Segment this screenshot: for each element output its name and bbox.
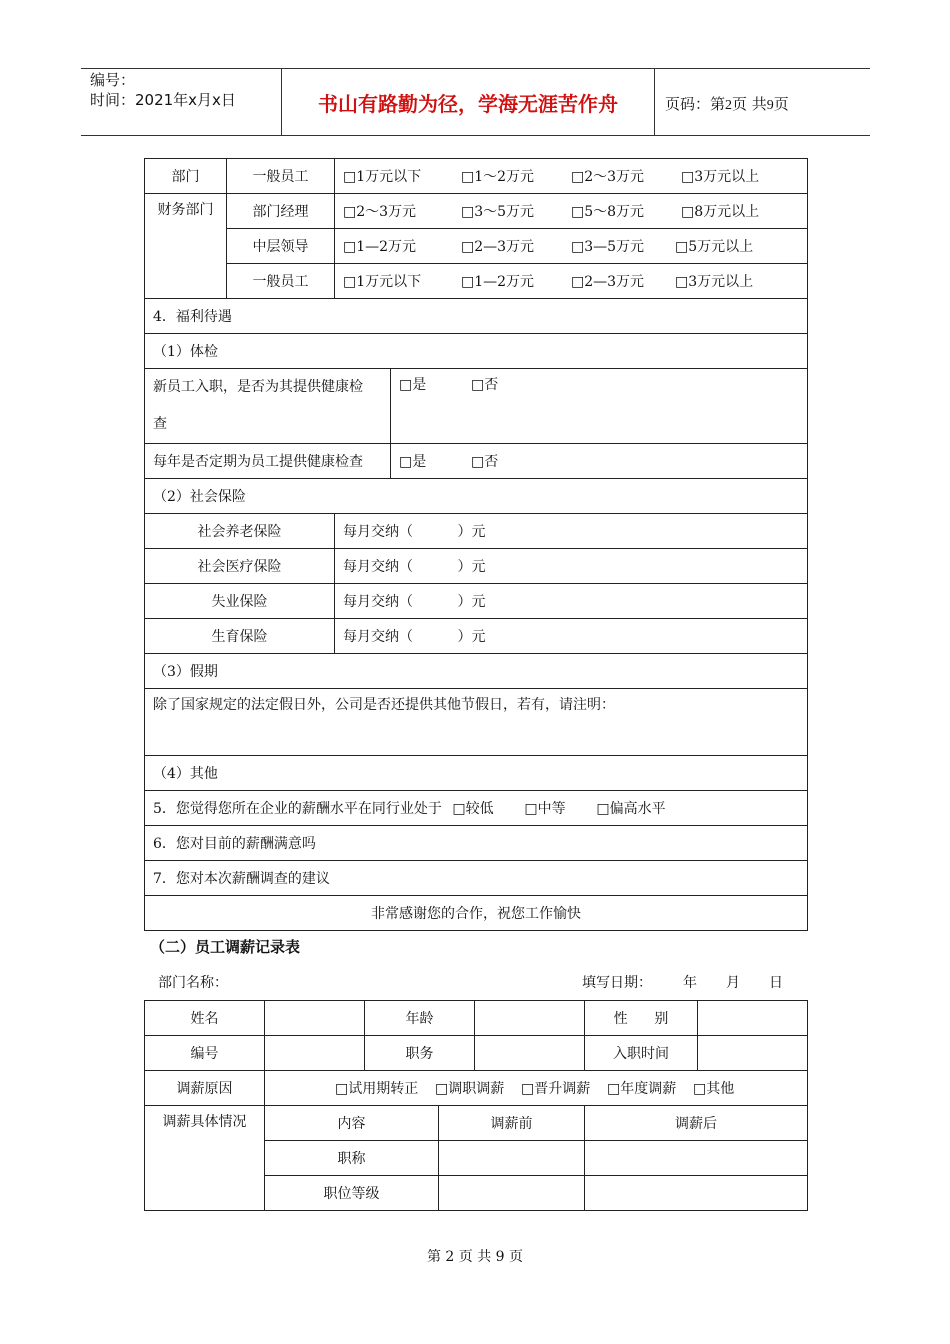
q7: 7．您对本次薪酬调查的建议 [145,861,808,896]
q5-option[interactable]: □偏高水平 [596,801,666,817]
insurance-title: （2）社会保险 [145,479,808,514]
header-bottom-rule [81,135,870,136]
salary-option[interactable]: □3～5万元 [461,204,535,220]
yes-option[interactable]: □是 [399,454,427,470]
checkup-q1-line: 新员工入职，是否为其提供健康检 [153,379,363,395]
salary-option[interactable]: □5万元以上 [675,239,754,255]
salary-option[interactable]: □1万元以下 [343,274,422,290]
yes-option[interactable]: □是 [399,377,427,393]
dept-header: 部门 [145,159,227,194]
finance-dept-label: 财务部门 [145,194,227,299]
motto: 书山有路勤为径，学海无涯苦作舟 [318,92,618,116]
salary-option[interactable]: □8万元以上 [681,204,760,220]
salary-options[interactable] [335,194,808,229]
join-date-label: 入职时间 [585,1036,698,1071]
reason-option[interactable]: □其他 [693,1081,735,1097]
age-input[interactable] [475,1001,585,1036]
section-title: （二）员工调薪记录表 [150,938,301,956]
header-divider [654,68,655,136]
other-title: （4）其他 [145,756,808,791]
checkup-title: （1）体检 [145,334,808,369]
salary-option[interactable]: □2～3万元 [343,204,417,220]
insurance-row [145,514,808,549]
welfare-title: 4．福利待遇 [145,299,808,334]
checkup-q2: 每年是否定期为员工提供健康检查 [145,444,391,479]
detail-label: 调薪具体情况 [145,1106,265,1211]
salary-option[interactable]: □1—2万元 [461,274,535,290]
checkup-q1-line: 查 [153,416,167,432]
checkup-q1 [145,369,391,444]
salary-row [145,229,808,264]
salary-options[interactable] [335,264,808,299]
checkup-q1-options[interactable] [391,369,808,444]
q5-label: 5．您觉得您所在企业的薪酬水平在同行业处于 [153,801,442,817]
checkup-q2-row [145,444,808,479]
q5-option[interactable]: □较低 [452,801,494,817]
adjust-row [145,1036,808,1071]
page-mid: 页 共 [732,95,767,113]
salary-row [145,159,808,194]
before-header: 调薪前 [439,1106,585,1141]
page-prefix: 页码：第 [665,95,726,113]
checkup-q1-row [145,369,808,444]
grade-before-input[interactable] [439,1176,585,1211]
salary-row [145,264,808,299]
checkup-q2-options[interactable] [391,444,808,479]
day-label: 日 [769,975,783,991]
insurance-name: 社会养老保险 [145,514,335,549]
insurance-value[interactable]: 每月交纳（ ）元 [335,549,808,584]
insurance-name: 生育保险 [145,619,335,654]
no-option[interactable]: □否 [471,454,499,470]
header-meta [90,70,236,110]
gender-input[interactable] [698,1001,808,1036]
insurance-row [145,619,808,654]
grade-after-input[interactable] [585,1176,808,1211]
after-header: 调薪后 [585,1106,808,1141]
page-suffix: 页 [773,95,789,113]
adjust-table [144,1000,808,1211]
holiday-title: （3）假期 [145,654,808,689]
dept-name-label: 部门名称： [158,975,228,991]
level-label: 中层领导 [227,229,335,264]
reason-option[interactable]: □晋升调薪 [521,1081,591,1097]
code-label: 编号： [90,71,136,89]
salary-option[interactable]: □2—3万元 [571,274,645,290]
level-label: 部门经理 [227,194,335,229]
position-label: 职务 [365,1036,475,1071]
insurance-name: 失业保险 [145,584,335,619]
no-option[interactable]: □否 [471,377,499,393]
salary-options[interactable] [335,229,808,264]
title-after-input[interactable] [585,1141,808,1176]
insurance-value[interactable]: 每月交纳（ ）元 [335,584,808,619]
salary-option[interactable]: □3万元以上 [675,274,754,290]
page-footer: 第 2 页 共 9 页 [426,1249,524,1265]
salary-option[interactable]: □3—5万元 [571,239,645,255]
salary-option[interactable]: □1～2万元 [461,169,535,185]
age-label: 年龄 [365,1001,475,1036]
page-current: 2 [725,98,733,113]
reason-options[interactable] [265,1071,808,1106]
survey-table [144,158,808,931]
fill-date-label: 填写日期： [582,975,652,991]
header-top-rule [81,68,870,69]
header-page-number [665,93,789,114]
join-date-input[interactable] [698,1036,808,1071]
salary-options[interactable] [335,159,808,194]
level-label: 一般员工 [227,264,335,299]
name-label: 姓名 [145,1001,265,1036]
year-label: 年 [683,975,697,991]
insurance-row [145,549,808,584]
adjust-row [145,1106,808,1141]
insurance-row [145,584,808,619]
q6: 6．您对目前的薪酬满意吗 [145,826,808,861]
reason-option[interactable]: □试用期转正 [335,1081,419,1097]
salary-option[interactable]: □1—2万元 [343,239,417,255]
thanks-message: 非常感谢您的合作，祝您工作愉快 [145,896,808,931]
month-label: 月 [726,975,740,991]
adjust-row [145,1071,808,1106]
code-label: 编号 [145,1036,265,1071]
q5 [145,791,808,826]
salary-option[interactable]: □5～8万元 [571,204,645,220]
gender-label: 性 别 [585,1001,698,1036]
salary-option[interactable]: □1万元以下 [343,169,422,185]
q5-option[interactable]: □中等 [524,801,566,817]
reason-option[interactable]: □调职调薪 [435,1081,505,1097]
header-divider [281,68,282,136]
salary-option[interactable]: □2～3万元 [571,169,645,185]
name-input[interactable] [265,1001,365,1036]
grade-row-label: 职位等级 [265,1176,439,1211]
reason-option[interactable]: □年度调薪 [607,1081,677,1097]
title-before-input[interactable] [439,1141,585,1176]
time-label: 时间：2021年x月x日 [90,91,236,109]
content-header: 内容 [265,1106,439,1141]
code-input[interactable] [265,1036,365,1071]
insurance-name: 社会医疗保险 [145,549,335,584]
q5-row [145,791,808,826]
salary-row [145,194,808,229]
adjust-row [145,1001,808,1036]
title-row-label: 职称 [265,1141,439,1176]
salary-option[interactable]: □3万元以上 [681,169,760,185]
reason-label: 调薪原因 [145,1071,265,1106]
salary-option[interactable]: □2—3万元 [461,239,535,255]
insurance-value[interactable]: 每月交纳（ ）元 [335,514,808,549]
level-label: 一般员工 [227,159,335,194]
page-total: 9 [766,98,774,113]
holiday-question[interactable]: 除了国家规定的法定假日外，公司是否还提供其他节假日，若有，请注明： [145,689,808,756]
position-input[interactable] [475,1036,585,1071]
insurance-value[interactable]: 每月交纳（ ）元 [335,619,808,654]
